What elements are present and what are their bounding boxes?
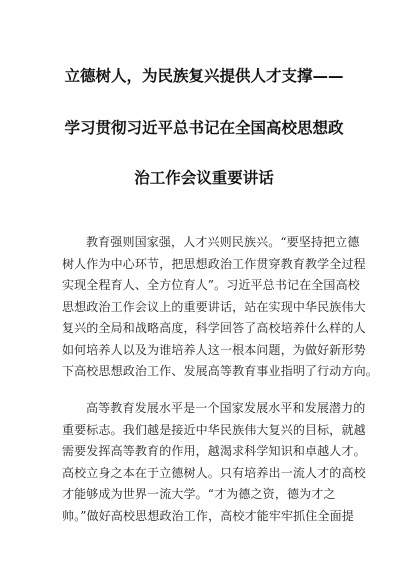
paragraph-line: 才能够成为世界一流大学。“才为德之资，德为才之 <box>62 487 336 501</box>
paragraph-2 <box>62 398 366 527</box>
document-title-line-3: 治工作会议重要讲话 <box>134 169 274 187</box>
paragraph-line: 复兴的全局和战略高度，科学回答了高校培养什么样的人 <box>62 321 366 335</box>
paragraph-line: 需要发挥高等教育的作用，越渴求科学知识和卓越人才。 <box>62 444 366 458</box>
paragraph-line: 重要标志。我们越是接近中华民族伟大复兴的目标，就越 <box>62 422 366 437</box>
document-title-line-1: 立德树人，为民族复兴提供人才支撑—— <box>64 67 344 85</box>
paragraph-line: 如何培养人以及为谁培养人这一根本问题，为做好新形势 <box>62 342 366 357</box>
document-title-line-2: 学习贯彻习近平总书记在全国高校思想政 <box>64 119 344 137</box>
paragraph-1 <box>62 232 378 383</box>
paragraph-line: 实现全程育人、全方位育人”。习近平总书记在全国高校 <box>62 278 360 292</box>
paragraph-line: 教育强则国家强，人才兴则民族兴。“要坚持把立德 <box>86 235 360 249</box>
paragraph-line: 树人作为中心环节，把思想政治工作贯穿教育教学全过程 <box>62 256 366 271</box>
paragraph-line: 帅。”做好高校思想政治工作，高校才能牢牢抓住全面提 <box>62 508 354 523</box>
paragraph-line: 高校立身之本在于立德树人。只有培养出一流人才的高校 <box>62 465 366 480</box>
paragraph-line: 高等教育发展水平是一个国家发展水平和发展潜力的 <box>86 401 366 415</box>
paragraph-line: 思想政治工作会议上的重要讲话，站在实现中华民族伟大 <box>62 299 366 314</box>
paragraph-line: 下高校思想政治工作、发展高等教育事业指明了行动方向。 <box>62 364 378 378</box>
